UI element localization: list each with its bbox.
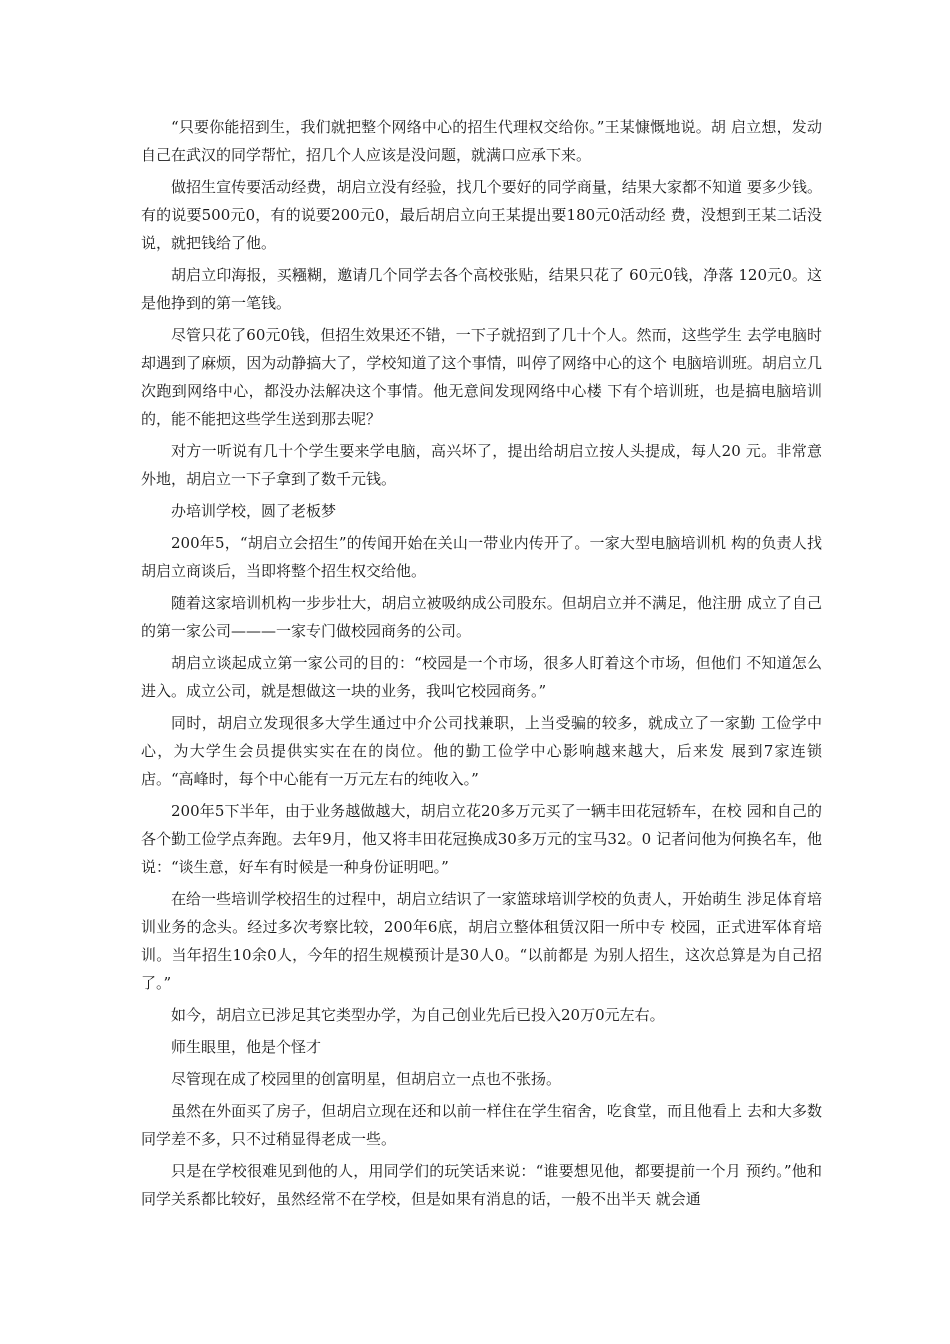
paragraph: 在给一些培训学校招生的过程中，胡启立结识了一家篮球培训学校的负责人，开始萌生 涉足体育培训业务的念头。经过多次考察比较，200年6底，胡启立整体租赁汉阳一所中专 校园，正式进军体育培训。当年招生10余0人，今年的招生规模预计是30人0。“以前都是 为别人招生，这次总算是为自己招了。” — [141, 890, 822, 992]
paragraph: 200年5，“胡启立会招生”的传闻开始在关山一带业内传开了。一家大型电脑培训机 构的负责人找胡启立商谈后，当即将整个招生权交给他。 — [141, 534, 822, 580]
paragraph: 如今，胡启立已涉足其它类型办学，为自己创业先后已投入20万0元左右。 — [171, 1006, 665, 1024]
paragraph: 胡启立印海报，买糨糊，邀请几个同学去各个高校张贴，结果只花了 60元0钱，净落 120元0。这是他挣到的第一笔钱。 — [141, 266, 822, 312]
paragraph: “只要你能招到生，我们就把整个网络中心的招生代理权交给你。”王某慷慨地说。胡 启立想，发动自己在武汉的同学帮忙，招几个人应该是没问题，就满口应承下来。 — [141, 118, 822, 164]
paragraph: 做招生宣传要活动经费，胡启立没有经验，找几个要好的同学商量，结果大家都不知道 要多少钱。有的说要500元0，有的说要200元0，最后胡启立向王某提出要180元0活动经 费，没想到王某二话没说，就把钱给了他。 — [141, 178, 822, 252]
paragraph: 200年5下半年，由于业务越做越大，胡启立花20多万元买了一辆丰田花冠轿车，在校 园和自己的各个勤工俭学点奔跑。去年9月，他又将丰田花冠换成30多万元的宝马32。0 记者问他为何换名车，他说：“谈生意，好车有时候是一种身份证明吧。” — [141, 802, 822, 876]
paragraph: 只是在学校很难见到他的人，用同学们的玩笑话来说：“谁要想见他，都要提前一个月 预约。”他和同学关系都比较好，虽然经常不在学校，但是如果有消息的话，一般不出半天 就会通 — [141, 1162, 822, 1208]
paragraph: 胡启立谈起成立第一家公司的目的：“校园是一个市场，很多人盯着这个市场，但他们 不知道怎么进入。成立公司，就是想做这一块的业务，我叫它校园商务。” — [141, 654, 822, 700]
paragraph: 随着这家培训机构一步步壮大，胡启立被吸纳成公司股东。但胡启立并不满足，他注册 成立了自己的第一家公司———一家专门做校园商务的公司。 — [141, 594, 822, 640]
section-heading: 办培训学校，圆了老板梦 — [171, 502, 337, 520]
paragraph: 尽管只花了60元0钱，但招生效果还不错，一下子就招到了几十个人。然而，这些学生 去学电脑时却遇到了麻烦，因为动静搞大了，学校知道了这个事情，叫停了网络中心的这个 电脑培训班。胡启立几次跑到网络中心，都没办法解决这个事情。他无意间发现网络中心楼 下有个培训班，也是搞电脑培训的，能不能把这些学生送到那去呢？ — [141, 326, 822, 428]
section-heading: 师生眼里，他是个怪才 — [171, 1038, 322, 1056]
paragraph: 尽管现在成了校园里的创富明星，但胡启立一点也不张扬。 — [171, 1070, 562, 1088]
paragraph: 对方一听说有几十个学生要来学电脑，高兴坏了，提出给胡启立按人头提成，每人20 元。非常意外地，胡启立一下子拿到了数千元钱。 — [141, 442, 822, 488]
paragraph: 同时，胡启立发现很多大学生通过中介公司找兼职，上当受骗的较多，就成立了一家勤 工俭学中心，为大学生会员提供实实在在的岗位。他的勤工俭学中心影响越来越大，后来发 展到7家连锁店。“高峰时，每个中心能有一万元左右的纯收入。” — [141, 714, 822, 788]
paragraph: 虽然在外面买了房子，但胡启立现在还和以前一样住在学生宿舍，吃食堂，而且他看上 去和大多数同学差不多，只不过稍显得老成一些。 — [141, 1102, 822, 1148]
document-page — [141, 113, 822, 1217]
